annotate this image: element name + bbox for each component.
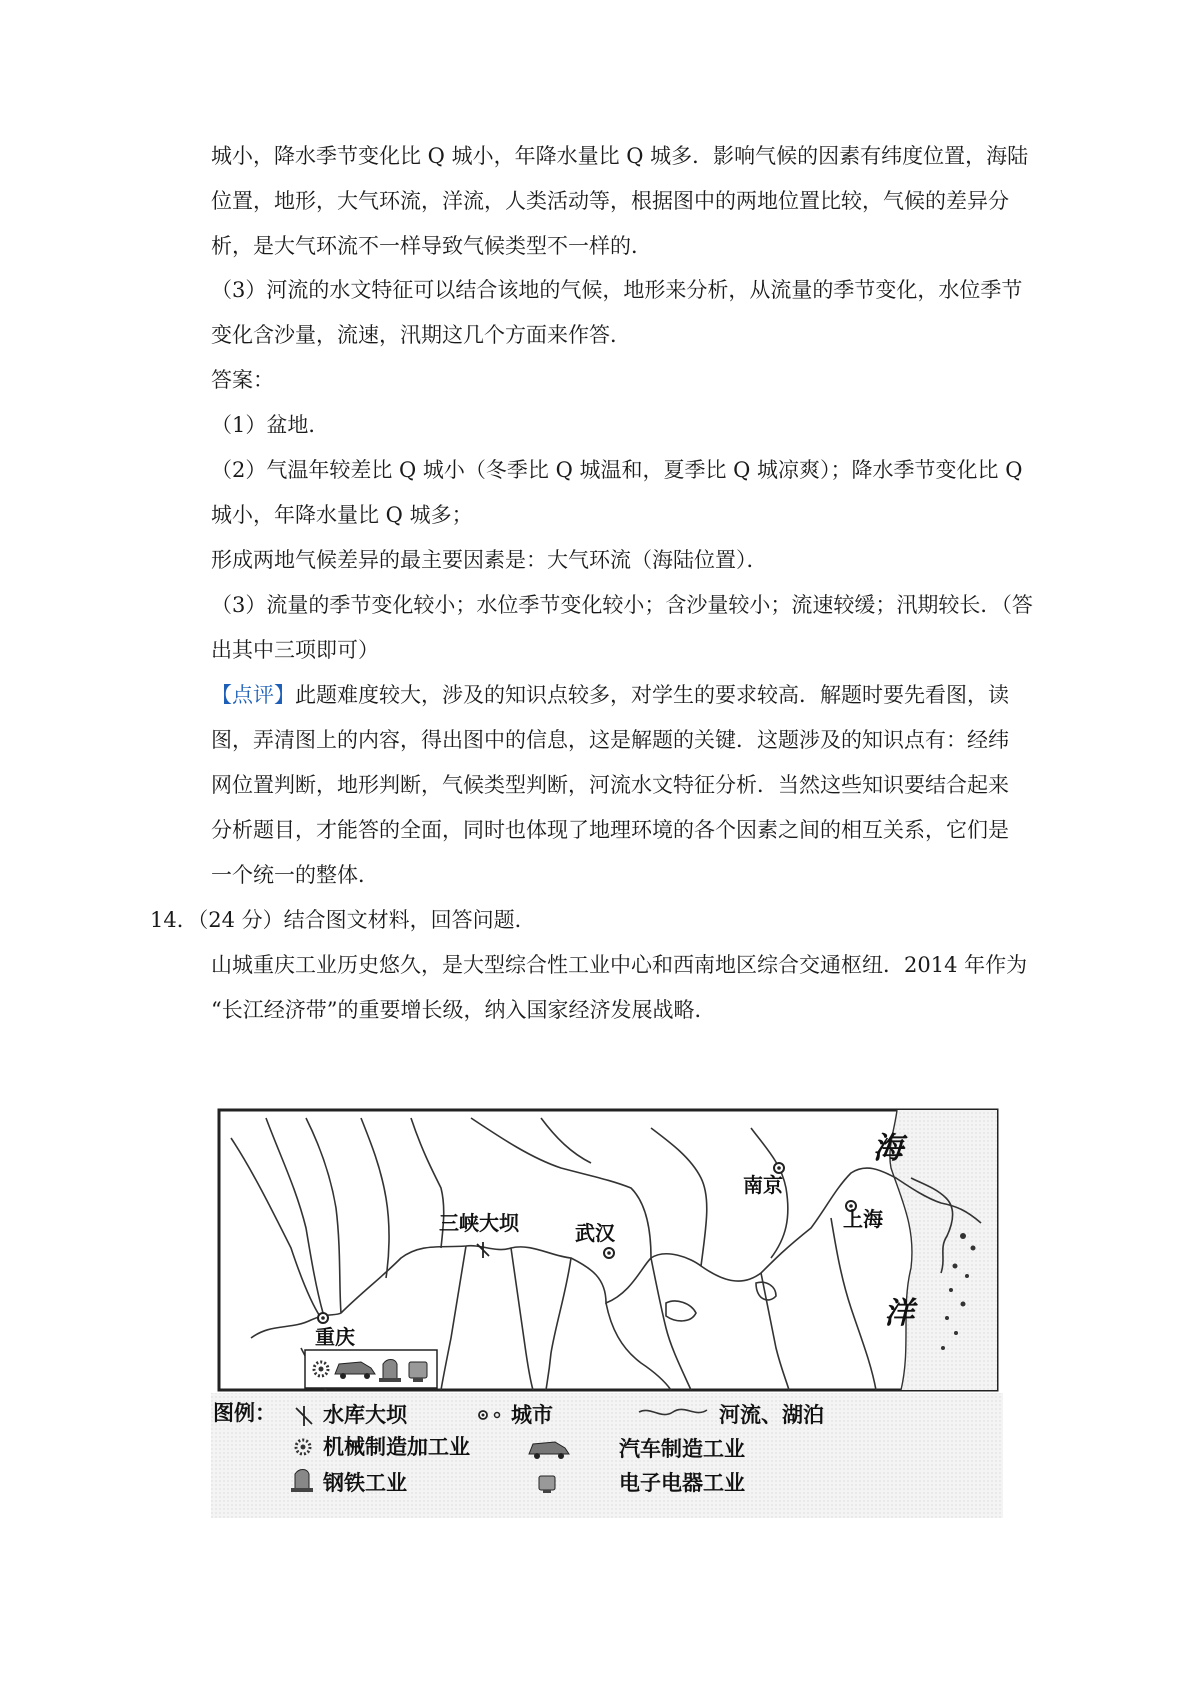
paragraph-line: 图，弄清图上的内容，得出图中的信息，这是解题的关键．这题涉及的知识点有：经纬 — [211, 728, 1009, 752]
city-label-shanghai: 上海 — [843, 1207, 883, 1231]
paragraph-line: 分析题目，才能答的全面，同时也体现了地理环境的各个因素之间的相互关系，它们是 — [211, 818, 1009, 842]
paragraph-line: 位置，地形，大气环流，洋流，人类活动等，根据图中的两地位置比较，气候的差异分 — [211, 189, 1009, 213]
legend-steel-label: 钢铁工业 — [323, 1471, 407, 1495]
yangtze-map — [211, 1108, 1003, 1518]
city-label-chongqing: 重庆 — [315, 1325, 355, 1349]
legend-auto-label: 汽车制造工业 — [619, 1437, 745, 1461]
sea-label: 洋 — [884, 1296, 914, 1331]
paragraph-line: 形成两地气候差异的最主要因素是：大气环流（海陆位置）． — [211, 548, 768, 572]
paragraph-line: 城小，年降水量比 Q 城多； — [211, 503, 473, 527]
city-label-nanjing: 南京 — [743, 1173, 783, 1197]
paragraph-line: （3）流量的季节变化较小；水位季节变化较小；含沙量较小；流速较缓；汛期较长．（答 — [211, 593, 1033, 617]
legend-machinery-label: 机械制造加工业 — [323, 1435, 470, 1459]
comment-line — [211, 680, 1009, 710]
comment-tag: 【点评】 — [211, 683, 295, 707]
legend-dam-label: 水库大坝 — [323, 1403, 407, 1427]
paragraph-line: 析，是大气环流不一样导致气候类型不一样的． — [211, 234, 652, 258]
dam-label: 三峡大坝 — [439, 1211, 519, 1235]
legend-electronics-icon — [539, 1476, 555, 1493]
paragraph-line: 城小，降水季节变化比 Q 城小，年降水量比 Q 城多．影响气候的因素有纬度位置，海陆 — [211, 144, 1029, 168]
legend-river-label: 河流、湖泊 — [719, 1403, 824, 1427]
paragraph-line: 出其中三项即可） — [211, 638, 379, 662]
city-marker-chongqing — [318, 1313, 328, 1323]
comment-text: 此题难度较大，涉及的知识点较多，对学生的要求较高．解题时要先看图，读 — [295, 683, 1009, 707]
paragraph-line: （2）气温年较差比 Q 城小（冬季比 Q 城温和，夏季比 Q 城凉爽）；降水季节变化比 Q — [211, 458, 1023, 482]
answer-heading: 答案： — [211, 368, 274, 392]
question-title: 14．（24 分）结合图文材料，回答问题． — [150, 908, 536, 932]
city-label-wuhan: 武汉 — [575, 1221, 615, 1245]
legend-electronics-label: 电子电器工业 — [619, 1471, 745, 1495]
paragraph-line: （1）盆地． — [211, 413, 330, 437]
paragraph-line: 一个统一的整体． — [211, 863, 379, 887]
sea-label: 海 — [873, 1131, 903, 1166]
legend-title: 图例： — [213, 1401, 276, 1425]
paragraph-line: “长江经济带”的重要增长级，纳入国家经济发展战略． — [211, 998, 716, 1022]
legend-city-label: 城市 — [511, 1403, 553, 1427]
paragraph-line: 网位置判断，地形判断，气候类型判断，河流水文特征分析．当然这些知识要结合起来 — [211, 773, 1009, 797]
paragraph-line: （3）河流的水文特征可以结合该地的气候，地形来分析，从流量的季节变化，水位季节 — [211, 278, 1023, 302]
paragraph-line: 变化含沙量，流速，汛期这几个方面来作答． — [211, 323, 631, 347]
paragraph-line: 山城重庆工业历史悠久，是大型综合性工业中心和西南地区综合交通枢纽．2014 年作为 — [211, 953, 1028, 977]
city-marker-wuhan — [604, 1248, 614, 1258]
city-marker-nanjing — [774, 1163, 784, 1173]
